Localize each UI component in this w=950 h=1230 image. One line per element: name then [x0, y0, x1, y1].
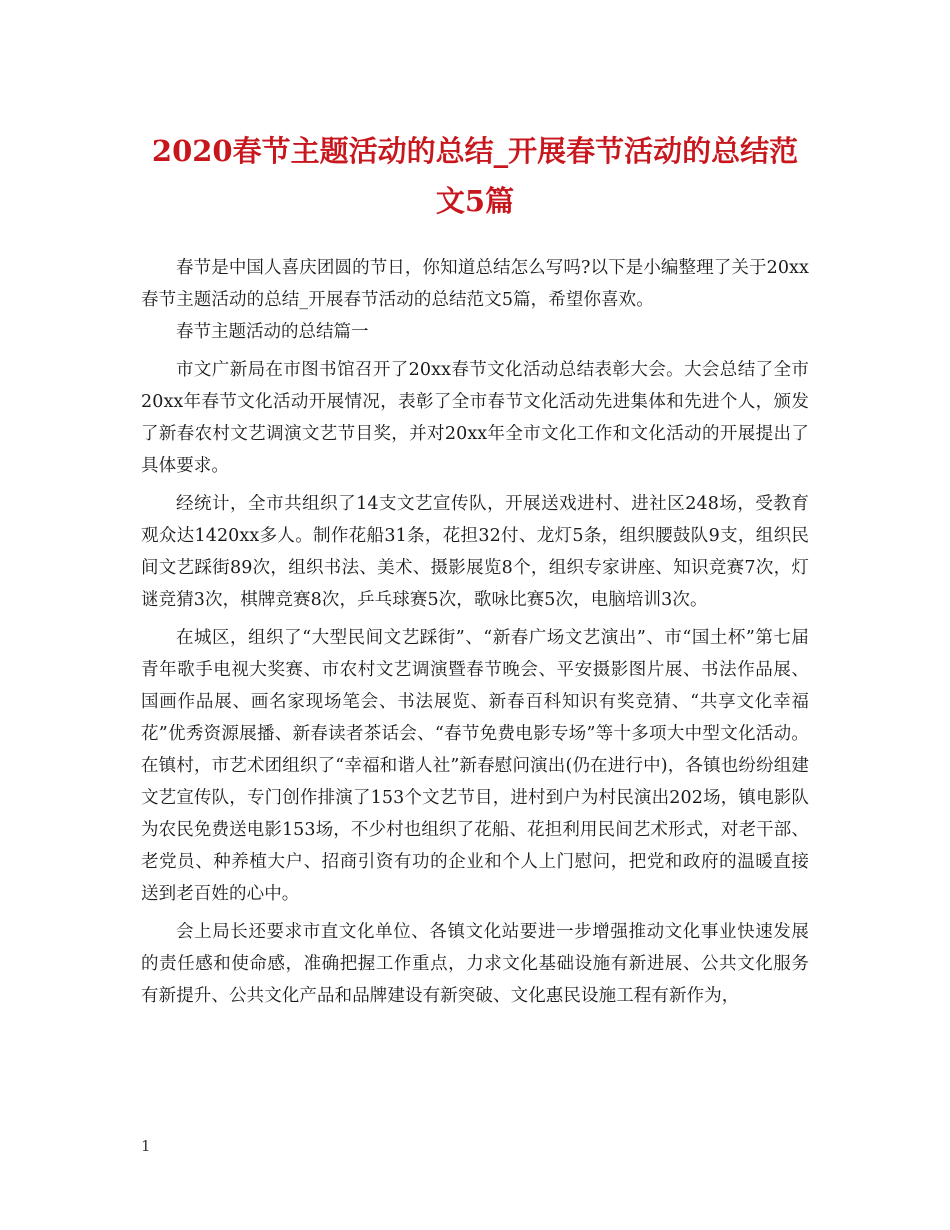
section-heading: 春节主题活动的总结篇一 [176, 322, 369, 342]
document-title: 2020春节主题活动的总结_开展春节活动的总结范文5篇 [151, 134, 799, 218]
body-paragraph-4: 会上局长还要求市直文化单位、各镇文化站要进一步增强推动文化事业快速发展的责任感和使命感，准确把握工作重点，力求文化基础设施有新进展、公共文化服务有新提升、公共文化产品和品牌建设有新突破、文化惠民设施工程有新作为， [141, 922, 809, 1006]
page-number: 1 [141, 1137, 151, 1155]
body-paragraph-2: 经统计，全市共组织了14支文艺宣传队，开展送戏进村、进社区248场，受教育观众达1420xx多人。制作花船31条，花担32付、龙灯5条，组织腰鼓队9支，组织民间文艺踩街89次，组织书法、美术、摄影展览8个，组织专家讲座、知识竞赛7次，灯谜竞猜3次，棋牌竞赛8次，乒乓球赛5次，歌咏比赛5次，电脑培训3次。 [141, 494, 809, 610]
document-body [141, 252, 809, 1012]
body-paragraph-3: 在城区，组织了“大型民间文艺踩街”、“新春广场文艺演出”、市“国土杯”第七届青年歌手电视大奖赛、市农村文艺调演暨春节晚会、平安摄影图片展、书法作品展、国画作品展、画名家现场笔会、书法展览、新春百科知识有奖竞猜、“共享文化幸福花”优秀资源展播、新春读者茶话会、“春节免费电影专场”等十多项大中型文化活动。在镇村，市艺术团组织了“幸福和谐人社”新春慰问演出(仍在进行中)，各镇也纷纷组建文艺宣传队，专门创作排演了153个文艺节目，进村到户为村民演出202场，镇电影队为农民免费送电影153场，不少村也组织了花船、花担利用民间艺术形式，对老干部、老党员、种养植大户、招商引资有功的企业和个人上门慰问，把党和政府的温暖直接送到老百姓的心中。 [141, 628, 809, 904]
body-paragraph-1: 市文广新局在市图书馆召开了20xx春节文化活动总结表彰大会。大会总结了全市20xx年春节文化活动开展情况，表彰了全市春节文化活动先进集体和先进个人，颁发了新春农村文艺调演文艺节目奖，并对20xx年全市文化工作和文化活动的开展提出了具体要求。 [141, 360, 809, 476]
intro-paragraph: 春节是中国人喜庆团圆的节日，你知道总结怎么写吗?以下是小编整理了关于20xx春节主题活动的总结_开展春节活动的总结范文5篇，希望你喜欢。 [141, 258, 809, 310]
